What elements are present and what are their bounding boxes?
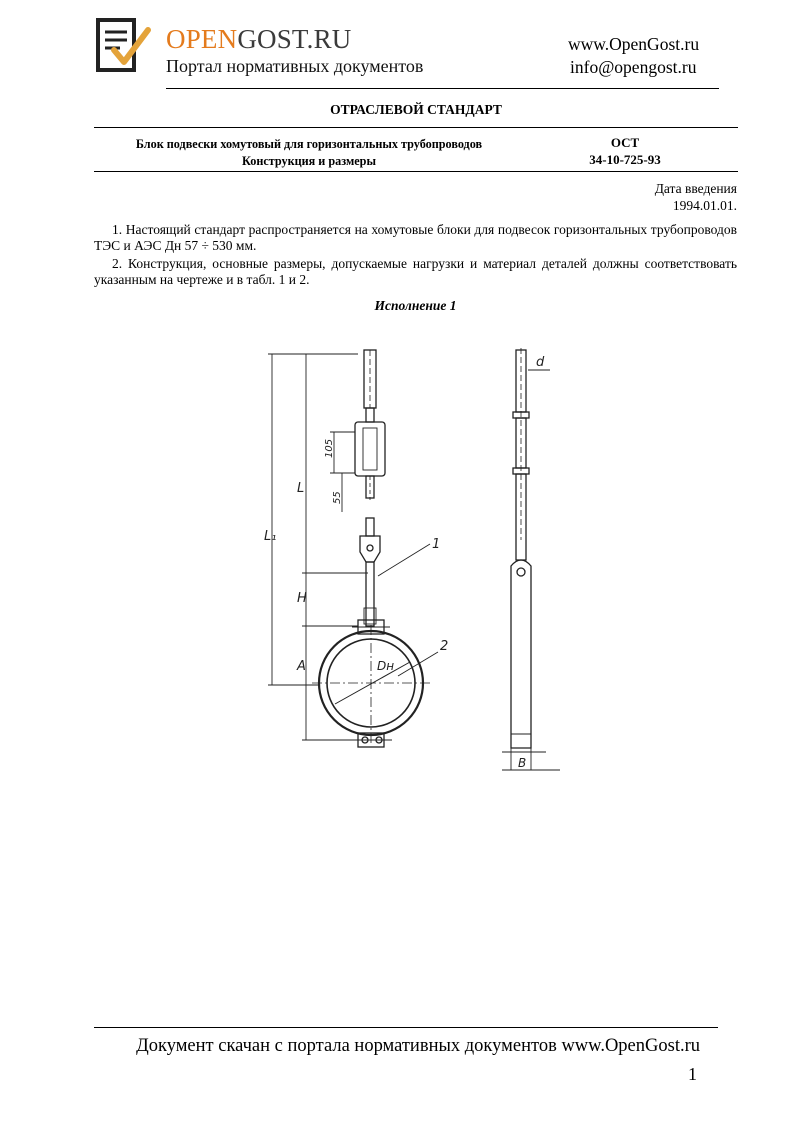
- document-title: [94, 136, 524, 170]
- document-check-icon: [94, 16, 152, 78]
- dim-label-L: L: [297, 481, 305, 496]
- paragraph-2: 2. Конструкция, основные размеры, допускаемые нагрузки и материал деталей должны соответствовать указанным на чертеже и в табл. 1 и 2.: [94, 256, 737, 287]
- paragraph-1: 1. Настоящий стандарт распространяется на хомутовые блоки для подвесок горизонтальных трубопроводов ТЭС и АЭС Дн 57 ÷ 530 мм.: [94, 222, 737, 253]
- standard-category: ОТРАСЛЕВОЙ СТАНДАРТ: [330, 102, 502, 117]
- callout-1: 1: [432, 537, 441, 552]
- side-view: [502, 348, 560, 770]
- technical-drawing: [250, 340, 570, 780]
- code-line-2: 34-10-725-93: [589, 152, 661, 167]
- dimension-lines: [268, 354, 441, 740]
- intro-date-value: 1994.01.01.: [672, 198, 737, 213]
- brand-logo-text: [166, 24, 351, 54]
- clevis: [360, 536, 380, 562]
- footer-text: Документ скачан с портала нормативных документов www.OpenGost.ru: [136, 1036, 700, 1056]
- document-code: [560, 134, 690, 168]
- code-line-1: ОСТ: [610, 135, 640, 150]
- callout-2: 2: [440, 639, 449, 654]
- page-number: 1: [688, 1064, 697, 1084]
- brand-part-2: GOST.RU: [237, 24, 352, 54]
- introduction-date: [655, 180, 737, 214]
- rod-neck: [366, 408, 374, 422]
- title-line-2: Конструкция и размеры: [242, 154, 376, 168]
- brand-part-1: OPEN: [166, 24, 238, 54]
- title-line-1: Блок подвески хомутовый для горизонтальных трубопроводов: [135, 137, 483, 151]
- front-view: [312, 350, 430, 747]
- footer-divider: [94, 1027, 718, 1028]
- dim-label-H: H: [297, 591, 307, 606]
- title-bottom-rule: [94, 171, 738, 172]
- dim-label-55: 55: [332, 491, 343, 504]
- portal-subtitle: Портал нормативных документов: [166, 56, 424, 76]
- dim-label-d: d: [536, 355, 545, 370]
- site-link[interactable]: www.OpenGost.ru: [568, 34, 700, 54]
- dim-label-105: 105: [324, 438, 335, 458]
- turnbuckle: [355, 422, 385, 476]
- header-divider: [166, 88, 719, 89]
- dim-label-L1: L₁: [264, 529, 277, 544]
- dim-label-A: A: [297, 659, 306, 674]
- link-plate: [366, 562, 374, 626]
- side-link-plate: [511, 560, 531, 748]
- intro-label: Дата введения: [654, 181, 737, 196]
- title-top-rule: [94, 127, 738, 128]
- figure-caption: Исполнение 1: [374, 298, 457, 313]
- dim-label-B: B: [518, 756, 527, 770]
- rod-lower: [366, 518, 374, 536]
- email-link[interactable]: info@opengost.ru: [570, 57, 697, 77]
- dim-label-Dn: Dн: [377, 659, 395, 673]
